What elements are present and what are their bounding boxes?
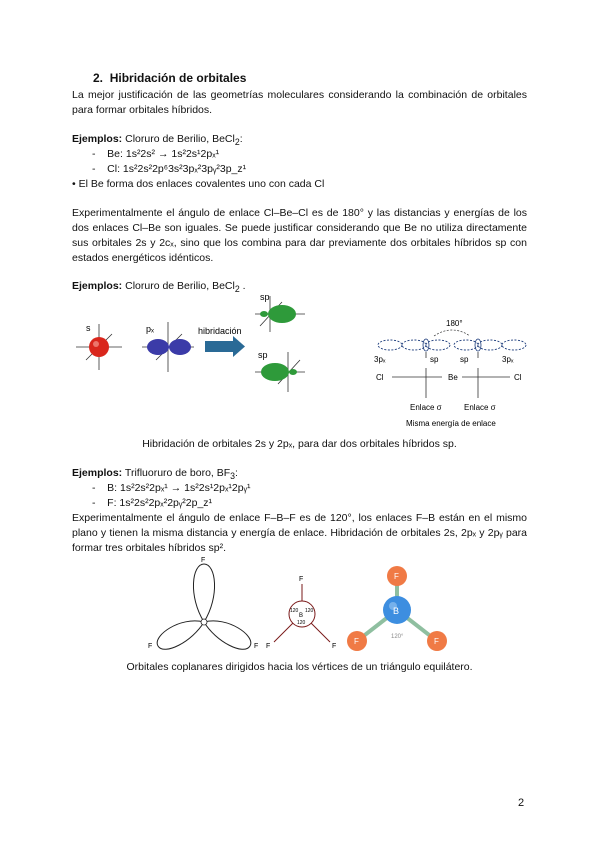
ball-f2-label: F: [354, 637, 359, 646]
sp-orbital-top: [255, 292, 305, 332]
bf3-b-label: B: [299, 613, 304, 619]
sp2-orbitals-figure: [140, 556, 280, 658]
energy-label: Misma energía de enlace: [406, 419, 496, 428]
orb-sp-2: sp: [460, 355, 469, 364]
bf3-angle-c: 120: [297, 620, 306, 626]
example3-compound-sub: 3: [230, 471, 236, 482]
orb-3px-right: 3pₓ: [502, 355, 514, 364]
sp2-f-top: F: [201, 557, 206, 564]
orb-sp-1: sp: [430, 355, 439, 364]
bf3-f-right: F: [332, 643, 337, 650]
ball-angle-label: 120°: [391, 634, 404, 640]
page-number: 2: [518, 797, 525, 809]
bf3-f-top: F: [299, 576, 304, 583]
cl-right-label: Cl: [514, 373, 522, 382]
be-label: Be: [448, 373, 458, 382]
b-config: B: 1s²2s²2pₓ¹ → 1s²2s¹2pₓ¹2pᵧ¹: [107, 482, 251, 494]
example1-compound: Cloruro de Berilio, BeCl: [125, 133, 235, 145]
arrow-label: hibridación: [198, 326, 242, 336]
px-orbital-diagram: [142, 322, 194, 372]
sp-top-label: sp: [260, 292, 270, 302]
list-item: - Be: 1s²2s² → 1s²2s¹2pₓ¹: [92, 148, 220, 160]
hybridization-arrow: [198, 326, 245, 357]
ball-f1-label: F: [394, 572, 399, 581]
sp-bottom-label: sp: [258, 350, 268, 360]
bf3-ball-model: [343, 562, 453, 662]
sp-bottom-big-lobe: [261, 363, 289, 381]
sp2-f-left: F: [148, 643, 153, 650]
bf3-f-left: F: [266, 643, 271, 650]
example2-label: Ejemplos:: [72, 280, 123, 292]
angle-label: 180°: [446, 319, 463, 328]
cl-config: Cl: 1s²2s²2p⁶3s²3pₓ²3pᵧ²3p_z¹: [107, 163, 247, 175]
bond-2-label: Enlace σ: [464, 403, 496, 412]
example1-config-list: [92, 147, 246, 177]
px-lobe-right: [169, 339, 191, 355]
bond-1-label: Enlace σ: [410, 403, 442, 412]
ball-f3-label: F: [434, 637, 439, 646]
bf3-angle-b: 120: [305, 608, 314, 614]
sp-hybridization-figure: [70, 292, 370, 407]
s-orbital-diagram: [76, 323, 122, 370]
cl-left-label: Cl: [376, 373, 384, 382]
example2-compound: Cloruro de Berilio, BeCl: [125, 280, 235, 292]
becl2-overlap-figure: [372, 312, 532, 432]
example1-compound-end: :: [239, 133, 243, 145]
example3-compound: Trifluoruro de boro, BF: [124, 467, 231, 479]
list-item: - F: 1s²2s²2pₓ²2pᵧ²2p_z¹: [92, 497, 213, 509]
example2-compound-sub: 2: [234, 284, 240, 295]
sp-orbital-bottom: [255, 350, 305, 392]
be-config: Be: 1s²2s² → 1s²2s¹2pₓ¹: [107, 148, 220, 160]
s-label: s: [86, 323, 91, 333]
section-title-text: Hibridación de orbitales: [109, 71, 247, 85]
example2-caption: Hibridación de orbitales 2s y 2pₓ, para dar dos orbitales híbridos sp.: [142, 438, 457, 450]
px-label: pₓ: [146, 324, 154, 334]
example1-compound-sub: 2: [234, 137, 240, 148]
example3-config-list: [92, 481, 250, 511]
f-config: F: 1s²2s²2pₓ²2pᵧ²2p_z¹: [107, 497, 213, 509]
list-item: - B: 1s²2s²2pₓ¹ → 1s²2s¹2pₓ¹2pᵧ¹: [92, 482, 251, 494]
example1-label: Ejemplos:: [72, 133, 123, 145]
intro-paragraph: La mejor justificación de las geometrías moleculares considerando la combinación de orbitales para formar orbitales híbridos.: [72, 89, 527, 116]
section-title: [93, 71, 246, 85]
example3-paragraph: Experimentalmente el ángulo de enlace F–B–F es de 120°, los enlaces F–B están en el mismo plano y tienen la misma distancia y energía de enlace. Hibridación de orbitales 2s, 2pₓ y 2pᵧ para formar tres orbitales híbridos sp².: [72, 512, 527, 554]
orbital-lobes: [378, 340, 526, 350]
example2-compound-end: .: [239, 280, 246, 292]
sp-top-big-lobe: [268, 305, 296, 323]
sp2-f-right: F: [254, 643, 259, 650]
s-orbital-sphere: [89, 337, 109, 357]
example1-paragraph: Experimentalmente el ángulo de enlace Cl–Be–Cl es de 180° y las distancias y energías de los dos enlaces Cl–Be son iguales. Se puede justificar considerando que Be no utiliza directamente sus orbitales 2s y 2cₓ, sino que los combina para dar previamente dos orbitales híbridos sp con estados energéticos idénticos.: [72, 207, 527, 264]
orb-3px-left: 3pₓ: [374, 355, 386, 364]
px-lobe-left: [147, 339, 169, 355]
example1-bullet: • El Be forma dos enlaces covalentes uno con cada Cl: [72, 178, 325, 190]
list-item: - Cl: 1s²2s²2p⁶3s²3pₓ²3pᵧ²3p_z¹: [92, 163, 247, 175]
sp2-lobes: [157, 564, 251, 649]
ball-b-label: B: [393, 606, 400, 616]
section-number: 2.: [93, 71, 104, 85]
bf3-angle-a: 120: [290, 608, 299, 614]
example3-label: Ejemplos:: [72, 467, 123, 479]
bf3-angle-figure: [262, 574, 342, 654]
example3-compound-end: :: [235, 467, 238, 479]
example3-caption: Orbitales coplanares dirigidos hacia los vértices de un triángulo equilátero.: [126, 661, 473, 673]
